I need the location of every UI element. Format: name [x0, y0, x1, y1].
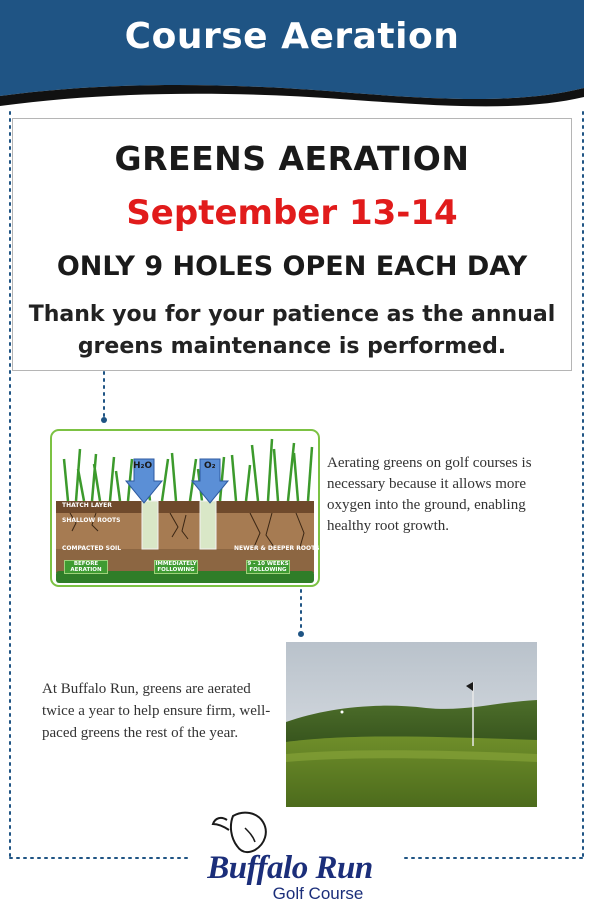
buffalo-run-logo	[185, 808, 405, 905]
aeration-diagram	[50, 429, 320, 587]
compacted-soil-label: COMPACTED SOIL	[62, 545, 122, 552]
connector-dot-bottom	[298, 631, 304, 637]
stage-before-badge: BEFORE AERATION	[64, 560, 108, 574]
thatch-layer-label: THATCH LAYER	[62, 502, 112, 509]
announcement-date: September 13-14	[126, 193, 458, 233]
golf-green-photo	[286, 642, 537, 807]
oxygen-label: O₂	[204, 461, 216, 471]
stage-immediately-badge: IMMEDIATELY FOLLOWING	[155, 561, 197, 573]
announcement-title: GREENS AERATION	[114, 139, 470, 178]
stage-weeks-badge: 9 - 10 WEEKS FOLLOWING	[247, 561, 289, 573]
logo-name: Buffalo Run	[207, 850, 373, 886]
golf-green-photo-art	[286, 642, 537, 807]
thanks-message	[13, 299, 571, 363]
announcement-box	[12, 118, 572, 371]
page-title: Course Aeration	[124, 16, 460, 57]
buffalo-run-text: At Buffalo Run, greens are aerated twice a year to help ensure firm, well-paced greens the rest of the year.	[42, 681, 271, 741]
shallow-roots-label: SHALLOW ROOTS	[62, 517, 121, 524]
water-label: H₂O	[133, 461, 153, 471]
new-roots-label: NEWER & DEEPER ROOTS	[234, 545, 320, 552]
aeration-reason-text: Aerating greens on golf courses is necessary because it allows more oxygen into the ground, enabling healthy root growth.	[327, 455, 532, 534]
connector-dot-top	[101, 417, 107, 423]
thanks-line-2: greens maintenance is performed.	[77, 334, 507, 359]
holes-open-notice: ONLY 9 HOLES OPEN EACH DAY	[56, 251, 528, 282]
logo-subtitle: Golf Course	[272, 884, 364, 903]
thanks-line-1: Thank you for your patience as the annual	[28, 302, 556, 327]
